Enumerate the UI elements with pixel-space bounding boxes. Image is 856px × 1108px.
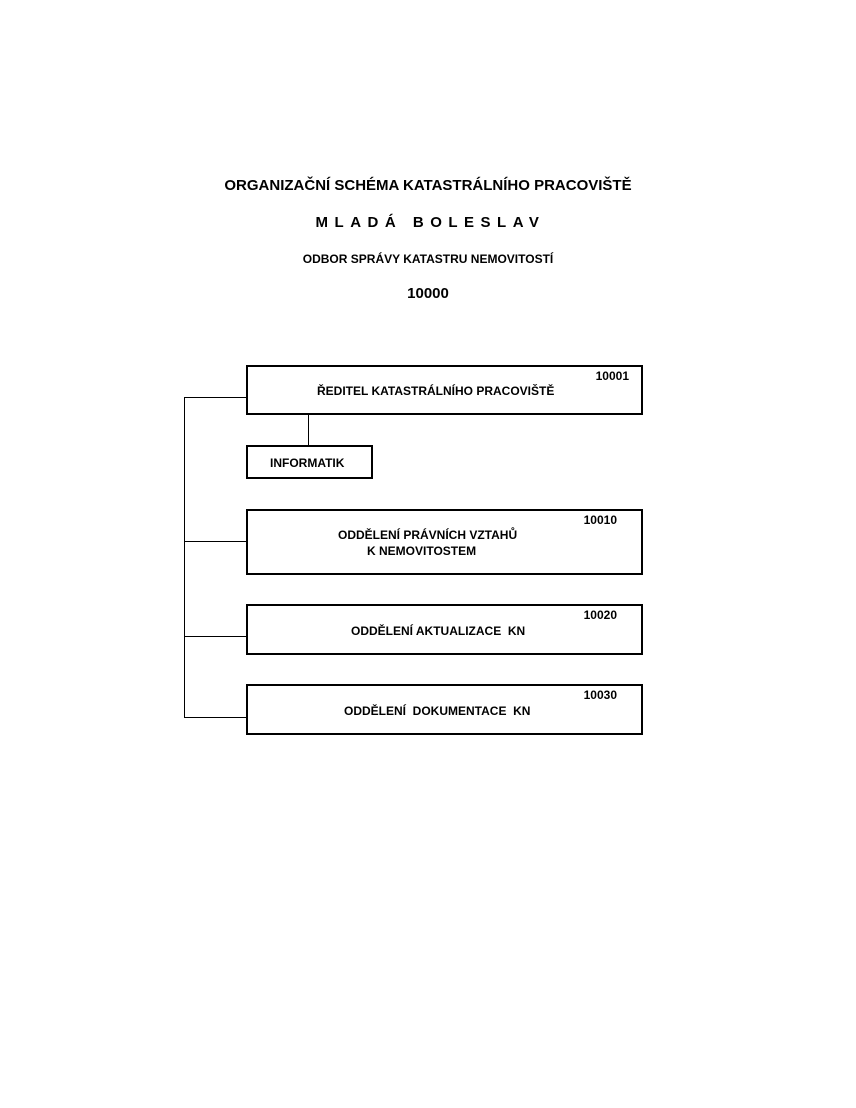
docs-dept-code: 10030 [583,688,617,702]
connector-legal [184,541,247,542]
update-dept-code: 10020 [583,608,617,622]
update-dept-label: ODDĚLENÍ AKTUALIZACE KN [351,624,526,638]
connector-informatik [308,413,309,446]
informatik-label: INFORMATIK [270,456,345,470]
legal-dept-label-line1: ODDĚLENÍ PRÁVNÍCH VZTAHŮ [338,528,518,542]
informatik-box [246,445,373,479]
connector-director [184,397,247,398]
docs-dept-box [246,684,643,735]
director-code: 10001 [595,369,629,383]
legal-dept-code: 10010 [583,513,617,527]
department-code: 10000 [407,285,449,302]
update-dept-box [246,604,643,655]
page-subtitle: MLADÁ BOLESLAV [315,214,546,231]
legal-dept-label-line2: K NEMOVITOSTEM [367,544,477,558]
connector-docs [184,717,247,718]
left-vertical-connector [184,397,185,718]
docs-dept-label: ODDĚLENÍ DOKUMENTACE KN [344,704,531,718]
legal-dept-box [246,509,643,575]
department-name: ODBOR SPRÁVY KATASTRU NEMOVITOSTÍ [302,252,554,266]
director-label: ŘEDITEL KATASTRÁLNÍHO PRACOVIŠTĚ [317,384,555,398]
connector-update [184,636,247,637]
director-box [246,365,643,415]
page-title: ORGANIZAČNÍ SCHÉMA KATASTRÁLNÍHO PRACOVIŠTĚ [224,177,632,194]
